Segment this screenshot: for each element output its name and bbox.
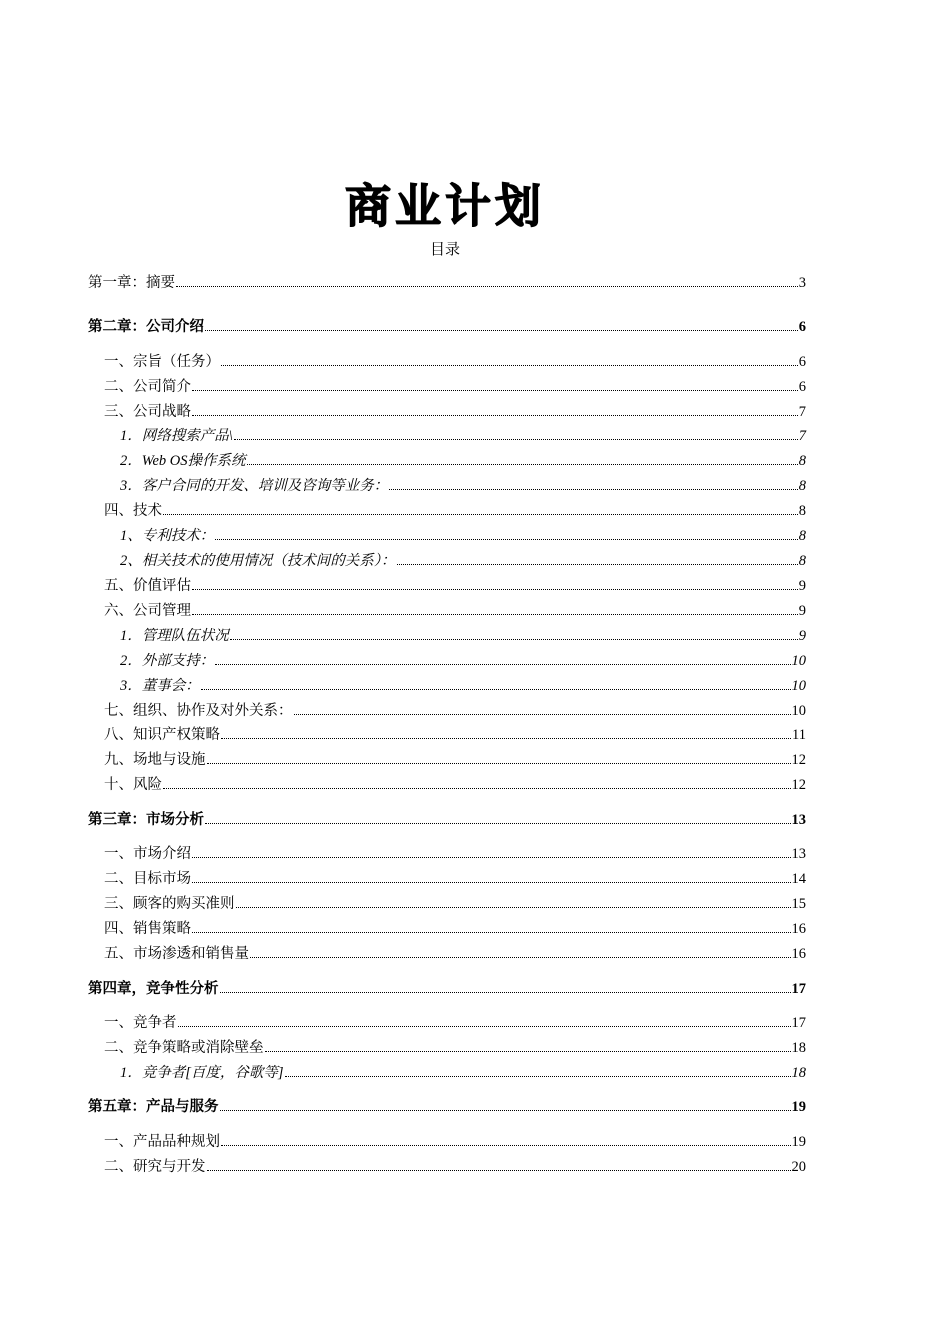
toc-entry[interactable] [104, 773, 806, 795]
toc-entry-label: 一、竞争者 [104, 1015, 177, 1031]
toc-entry-page: 9 [798, 578, 806, 594]
toc-entry[interactable] [88, 271, 806, 293]
toc-entry[interactable] [120, 549, 806, 571]
toc-entry-label: 二、公司简介 [104, 379, 191, 395]
toc-entry-label: 五、市场渗透和销售量 [104, 946, 249, 962]
toc-leader [221, 738, 791, 739]
toc-leader [294, 714, 791, 715]
toc-entry[interactable] [120, 649, 806, 671]
toc-leader [163, 514, 798, 515]
toc-entry-label: 2．外部支持： [120, 653, 215, 669]
toc-leader [220, 1110, 791, 1111]
toc-leader [234, 439, 798, 440]
toc-entry-label: 六、公司管理 [104, 603, 191, 619]
toc-leader [192, 857, 791, 858]
toc-entry-label: 1．管理队伍状况 [120, 628, 229, 644]
toc-leader [207, 1170, 791, 1171]
toc-entry-label: 七、组织、协作及对外关系： [104, 703, 293, 719]
toc-entry-label: 四、销售策略 [104, 921, 191, 937]
toc-entry[interactable] [104, 375, 806, 397]
toc-entry-label: 二、研究与开发 [104, 1159, 206, 1175]
toc-leader [192, 614, 798, 615]
toc-leader [176, 286, 798, 287]
toc-leader [192, 589, 798, 590]
toc-entry-label: 1、专利技术： [120, 528, 215, 544]
toc-entry-label: 十、风险 [104, 777, 162, 793]
toc-entry[interactable] [104, 892, 806, 914]
toc-leader [215, 664, 790, 665]
toc-entry[interactable] [120, 449, 806, 471]
toc-leader [265, 1051, 791, 1052]
toc-entry-page: 11 [792, 727, 806, 743]
toc-entry-page: 6 [798, 319, 806, 335]
toc-entry-page: 18 [791, 1065, 806, 1081]
toc-entry-page: 10 [791, 653, 806, 669]
toc-entry-page: 8 [798, 503, 806, 519]
toc-entry-label: 3．客户合同的开发、培训及咨询等业务： [120, 478, 389, 494]
toc-entry-label: 五、价值评估 [104, 578, 191, 594]
toc-entry-page: 16 [791, 946, 806, 962]
toc-entry-page: 13 [791, 846, 806, 862]
toc-entry-label: 一、产品品种规划 [104, 1134, 220, 1150]
toc-leader [236, 907, 791, 908]
toc-leader [215, 539, 798, 540]
toc-entry[interactable] [104, 723, 806, 745]
toc-entry-label: 三、公司战略 [104, 404, 191, 420]
toc-leader [285, 1076, 791, 1077]
toc-entry-label: 第二章：公司介绍 [88, 319, 204, 335]
toc-leader [397, 564, 798, 565]
toc-entry-page: 8 [798, 478, 806, 494]
toc-leader [389, 489, 798, 490]
document-title: 商业计划 [345, 179, 545, 233]
toc-leader [247, 464, 798, 465]
toc-entry-label: 一、宗旨（任务） [104, 354, 220, 370]
toc-entry-label: 1．网络搜索产品\ [120, 428, 233, 444]
toc-entry[interactable] [104, 1130, 806, 1152]
toc-entry-page: 13 [791, 812, 806, 828]
toc-entry[interactable] [120, 674, 806, 696]
toc-entry-label: 3．董事会： [120, 678, 200, 694]
toc-entry[interactable] [104, 400, 806, 422]
toc-leader [178, 1026, 791, 1027]
toc-leader [221, 1145, 791, 1146]
toc-entry[interactable] [104, 574, 806, 596]
toc-entry-page: 12 [791, 777, 806, 793]
toc-entry-page: 12 [791, 752, 806, 768]
toc-entry[interactable] [104, 599, 806, 621]
toc-entry[interactable] [120, 424, 806, 446]
toc-entry[interactable] [104, 917, 806, 939]
toc-entry[interactable] [104, 867, 806, 889]
toc-entry[interactable] [104, 748, 806, 770]
toc-entry[interactable] [104, 1155, 806, 1177]
toc-entry[interactable] [120, 524, 806, 546]
toc-entry[interactable] [120, 624, 806, 646]
toc-entry-label: 八、知识产权策略 [104, 727, 220, 743]
toc-entry-label: 九、场地与设施 [104, 752, 206, 768]
toc-entry-label: 2、相关技术的使用情况（技术间的关系）： [120, 553, 396, 569]
toc-entry-label: 一、市场介绍 [104, 846, 191, 862]
toc-leader [250, 957, 791, 958]
toc-entry[interactable] [88, 315, 806, 337]
toc-leader [230, 639, 798, 640]
toc-entry-page: 19 [791, 1099, 806, 1115]
toc-entry[interactable] [88, 1095, 806, 1117]
toc-entry[interactable] [104, 1036, 806, 1058]
toc-entry-page: 15 [791, 896, 806, 912]
toc-entry-page: 7 [798, 428, 806, 444]
toc-entry-page: 3 [798, 275, 806, 291]
toc-leader [163, 788, 791, 789]
toc-entry-page: 9 [798, 603, 806, 619]
toc-entry-page: 6 [798, 379, 806, 395]
toc-entry-page: 7 [798, 404, 806, 420]
toc-leader [201, 689, 791, 690]
toc-entry[interactable] [104, 350, 806, 372]
toc-leader [205, 823, 791, 824]
toc-entry[interactable] [88, 977, 806, 999]
toc-leader [220, 992, 791, 993]
toc-entry-label: 二、竞争策略或消除壁垒 [104, 1040, 264, 1056]
toc-entry[interactable] [104, 842, 806, 864]
toc-entry[interactable] [104, 942, 806, 964]
toc-entry[interactable] [88, 808, 806, 830]
toc-entry-page: 6 [798, 354, 806, 370]
toc-entry-page: 10 [791, 703, 806, 719]
toc-entry-page: 8 [798, 553, 806, 569]
toc-entry-page: 20 [791, 1159, 806, 1175]
toc-entry-page: 19 [791, 1134, 806, 1150]
toc-entry-label: 第一章：摘要 [88, 275, 175, 291]
toc-entry[interactable] [104, 499, 806, 521]
toc-leader [205, 330, 798, 331]
toc-entry-page: 8 [798, 528, 806, 544]
toc-entry-page: 8 [798, 453, 806, 469]
toc-heading: 目录 [429, 242, 460, 258]
toc-leader [192, 932, 791, 933]
toc-entry-page: 18 [791, 1040, 806, 1056]
toc-leader [192, 415, 798, 416]
toc-leader [207, 763, 791, 764]
toc-entry[interactable] [104, 699, 806, 721]
toc-entry-label: 第三章：市场分析 [88, 812, 204, 828]
toc-entry[interactable] [120, 474, 806, 496]
toc-entry-page: 9 [798, 628, 806, 644]
toc-entry-label: 第五章：产品与服务 [88, 1099, 219, 1115]
toc-entry-label: 1．竞争者[百度，谷歌等] [120, 1065, 284, 1081]
toc-entry-label: 三、顾客的购买准则 [104, 896, 235, 912]
toc-entry[interactable] [104, 1011, 806, 1033]
toc-leader [192, 882, 791, 883]
toc-leader [221, 365, 798, 366]
toc-entry-label: 第四章，竞争性分析 [88, 981, 219, 997]
toc-entry-page: 16 [791, 921, 806, 937]
toc-leader [192, 390, 798, 391]
toc-entry-label: 四、技术 [104, 503, 162, 519]
toc-entry-page: 17 [791, 1015, 806, 1031]
toc-entry[interactable] [120, 1061, 806, 1083]
toc-entry-page: 14 [791, 871, 806, 887]
toc-entry-page: 17 [791, 981, 806, 997]
toc-entry-label: 二、目标市场 [104, 871, 191, 887]
toc-entry-label: 2．Web OS操作系统 [120, 453, 246, 469]
toc-entry-page: 10 [791, 678, 806, 694]
